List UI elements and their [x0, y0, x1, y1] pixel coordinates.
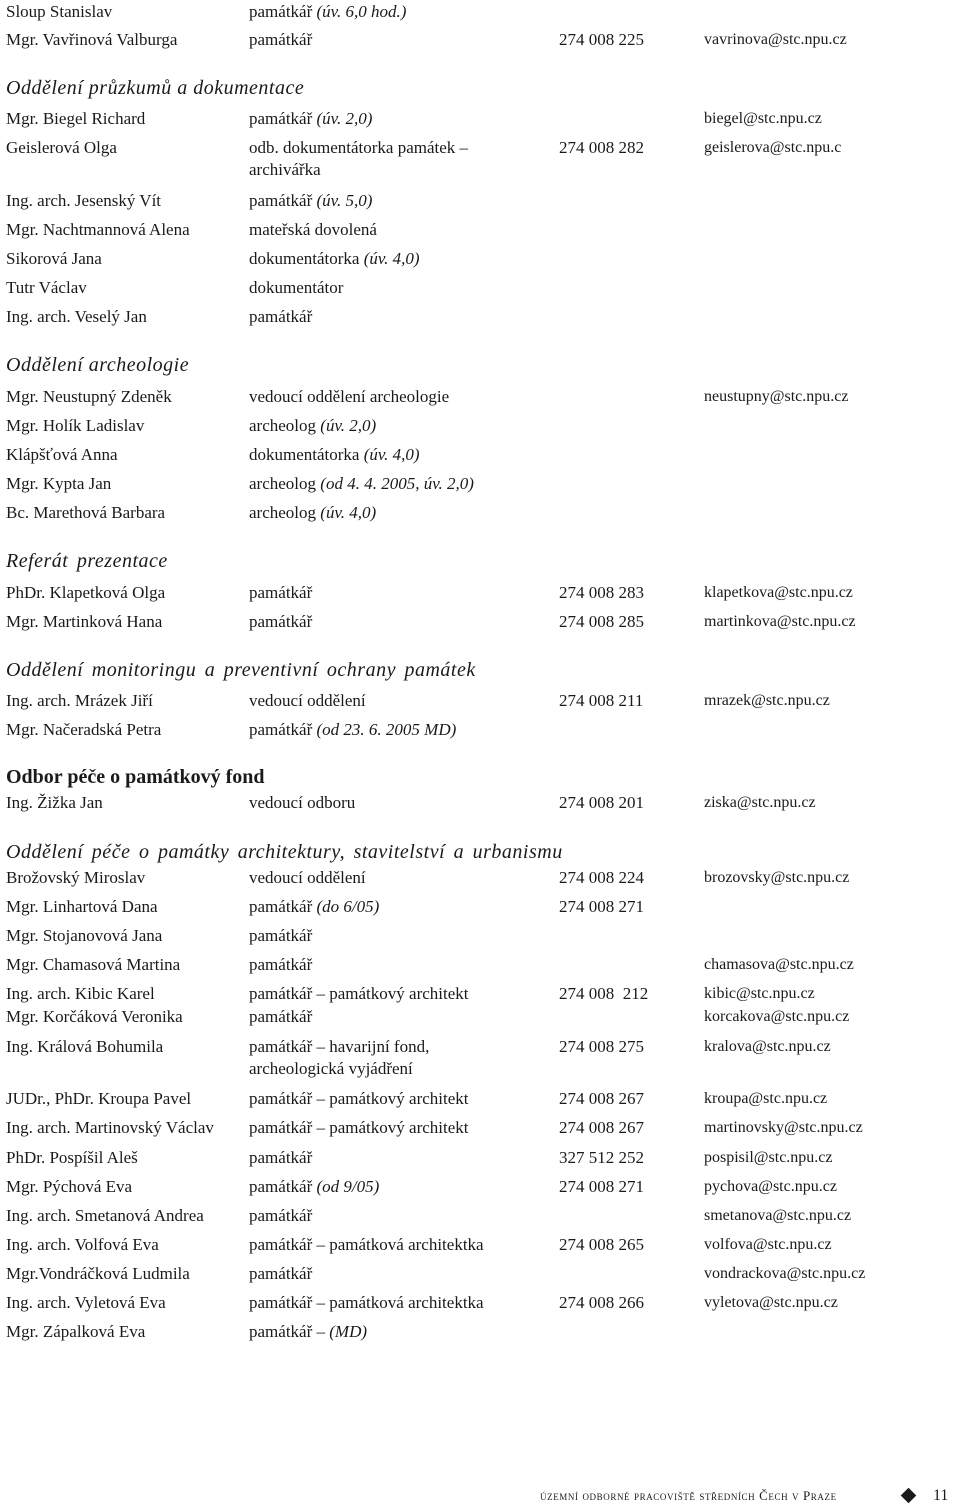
staff-row: [6, 444, 956, 466]
staff-role: památkář: [249, 612, 313, 631]
staff-phone: 274 008 283: [559, 583, 644, 602]
staff-note: (MD): [329, 1322, 368, 1341]
section-heading: Oddělení péče o památky architektury, stavitelství a urbanismu: [6, 841, 563, 863]
staff-role: památkář: [249, 307, 313, 326]
staff-phone: 274 008 267: [559, 1089, 644, 1108]
staff-name: Mgr. Kypta Jan: [6, 474, 112, 493]
staff-role: vedoucí oddělení archeologie: [249, 387, 450, 406]
staff-row: [6, 867, 956, 889]
staff-row: [6, 1234, 956, 1256]
staff-name: Sloup Stanislav: [6, 2, 113, 21]
staff-email[interactable]: kibic@stc.npu.cz: [704, 985, 815, 1002]
staff-name: PhDr. Klapetková Olga: [6, 583, 166, 602]
staff-role: památkář: [249, 1148, 313, 1167]
staff-row: [6, 1, 956, 23]
staff-row: [6, 108, 956, 130]
staff-role: vedoucí oddělení: [249, 868, 366, 887]
staff-phone: 274 008 266: [559, 1293, 644, 1312]
staff-name: Mgr. Stojanovová Jana: [6, 926, 163, 945]
staff-role: památkář: [249, 1264, 313, 1283]
staff-role-continued: archeologická vyjádření: [249, 1059, 413, 1078]
staff-row: [6, 190, 956, 212]
staff-row: [6, 386, 956, 408]
staff-phone: 274 008 265: [559, 1235, 644, 1254]
staff-name: Mgr. Biegel Richard: [6, 109, 146, 128]
staff-name: Mgr. Načeradská Petra: [6, 720, 162, 739]
staff-note: (od 23. 6. 2005 MD): [312, 720, 457, 739]
staff-role: vedoucí odboru: [249, 793, 356, 812]
staff-name: Ing. Králová Bohumila: [6, 1037, 164, 1056]
staff-note: (úv. 2,0): [312, 109, 373, 128]
staff-role: památkář – památková architektka: [249, 1293, 484, 1312]
staff-role-continued: archivářka: [249, 160, 321, 179]
staff-name: Mgr. Korčáková Veronika: [6, 1007, 183, 1026]
staff-email[interactable]: mrazek@stc.npu.cz: [704, 692, 830, 709]
staff-phone: 327 512 252: [559, 1148, 644, 1167]
staff-phone: 274 008 201: [559, 793, 644, 812]
staff-name: Bc. Marethová Barbara: [6, 503, 166, 522]
staff-phone: 274 008 212: [559, 984, 649, 1003]
staff-role: památkář (úv. 6,0 hod.): [249, 2, 407, 21]
staff-email[interactable]: vyletova@stc.npu.cz: [704, 1294, 838, 1311]
staff-row: [6, 1036, 956, 1078]
staff-role: mateřská dovolená: [249, 220, 377, 239]
staff-row: [6, 29, 956, 51]
staff-name: Mgr. Nachtmannová Alena: [6, 220, 190, 239]
staff-row: [6, 611, 956, 633]
staff-role: památkář – havarijní fond,: [249, 1037, 430, 1056]
staff-role: památkář: [249, 30, 313, 49]
staff-role: památkář: [249, 926, 313, 945]
staff-role: vedoucí oddělení: [249, 691, 366, 710]
staff-row: [6, 690, 956, 712]
staff-row: [6, 1292, 956, 1314]
staff-phone: 274 008 271: [559, 1177, 644, 1196]
staff-role: odb. dokumentátorka památek –: [249, 138, 469, 157]
staff-name: Ing. arch. Kibic Karel: [6, 984, 155, 1003]
staff-email[interactable]: ziska@stc.npu.cz: [704, 794, 816, 811]
staff-role: památkář (úv. 2,0): [249, 109, 373, 128]
staff-note: (úv. 5,0): [312, 191, 373, 210]
staff-name: Ing. arch. Mrázek Jiří: [6, 691, 153, 710]
staff-email[interactable]: geislerova@stc.npu.c: [704, 139, 842, 156]
staff-name: Geislerová Olga: [6, 138, 117, 157]
staff-role: archeolog (od 4. 4. 2005, úv. 2,0): [249, 474, 474, 493]
section-heading: Oddělení archeologie: [6, 354, 190, 376]
staff-row: [6, 954, 956, 976]
staff-row: [6, 415, 956, 437]
section-heading: Oddělení monitoringu a preventivní ochrany památek: [6, 659, 476, 681]
staff-name: Mgr. Pýchová Eva: [6, 1177, 133, 1196]
staff-role: památkář: [249, 1206, 313, 1225]
staff-email[interactable]: pychova@stc.npu.cz: [704, 1178, 837, 1195]
staff-phone: 274 008 211: [559, 691, 644, 710]
staff-row: [6, 1088, 956, 1110]
staff-name: Sikorová Jana: [6, 249, 102, 268]
staff-role: dokumentátor: [249, 278, 344, 297]
staff-row: [6, 1006, 956, 1028]
staff-email[interactable]: klapetkova@stc.npu.cz: [704, 584, 853, 601]
staff-name: Mgr. Martinková Hana: [6, 612, 163, 631]
staff-role: památkář: [249, 955, 313, 974]
staff-email[interactable]: vavrinova@stc.npu.cz: [704, 31, 847, 48]
staff-email[interactable]: neustupny@stc.npu.cz: [704, 388, 849, 405]
page-number: 11: [933, 1487, 949, 1504]
staff-name: Ing. arch. Vyletová Eva: [6, 1293, 166, 1312]
staff-name: Ing. arch. Volfová Eva: [6, 1235, 159, 1254]
staff-phone: 274 008 271: [559, 897, 644, 916]
staff-phone: 274 008 267: [559, 1118, 644, 1137]
page-footer: územní odborné pracoviště středních Čech v Praze: [540, 1488, 837, 1503]
staff-role: památkář: [249, 583, 313, 602]
staff-row: [6, 277, 956, 299]
staff-row: [6, 248, 956, 270]
staff-name: Ing. arch. Smetanová Andrea: [6, 1206, 204, 1225]
staff-note: (do 6/05): [312, 897, 380, 916]
staff-name: Brožovský Miroslav: [6, 868, 146, 887]
staff-note: (od 4. 4. 2005, úv. 2,0): [316, 474, 474, 493]
staff-email[interactable]: biegel@stc.npu.cz: [704, 110, 822, 127]
staff-role: památkář – památková architektka: [249, 1235, 484, 1254]
staff-name: Ing. arch. Jesenský Vít: [6, 191, 162, 210]
staff-name: Ing. arch. Martinovský Václav: [6, 1118, 214, 1137]
section-heading: Referát prezentace: [6, 550, 168, 572]
staff-name: Ing. arch. Veselý Jan: [6, 307, 147, 326]
staff-row: [6, 582, 956, 604]
staff-row: [6, 306, 956, 328]
staff-name: Mgr. Zápalková Eva: [6, 1322, 146, 1341]
staff-note: (úv. 4,0): [316, 503, 377, 522]
staff-name: JUDr., PhDr. Kroupa Pavel: [6, 1089, 192, 1108]
staff-role: památkář – (MD): [249, 1322, 368, 1341]
staff-role: památkář (od 23. 6. 2005 MD): [249, 720, 457, 739]
staff-note: (úv. 4,0): [359, 445, 420, 464]
staff-name: Klápšťová Anna: [6, 445, 118, 464]
staff-note: (úv. 6,0 hod.): [312, 2, 407, 21]
staff-email[interactable]: pospisil@stc.npu.cz: [704, 1149, 833, 1166]
staff-email[interactable]: kralova@stc.npu.cz: [704, 1038, 831, 1055]
staff-email[interactable]: martinovsky@stc.npu.cz: [704, 1119, 863, 1136]
staff-row: [6, 925, 956, 947]
staff-email[interactable]: smetanova@stc.npu.cz: [704, 1207, 852, 1224]
staff-row: [6, 983, 956, 1005]
staff-email[interactable]: brozovsky@stc.npu.cz: [704, 869, 850, 886]
staff-email[interactable]: volfova@stc.npu.cz: [704, 1236, 832, 1253]
staff-row: [6, 1321, 956, 1343]
staff-note: (od 9/05): [312, 1177, 380, 1196]
staff-name: Mgr. Linhartová Dana: [6, 897, 158, 916]
staff-email[interactable]: vondrackova@stc.npu.cz: [704, 1265, 866, 1282]
staff-row: [6, 719, 956, 741]
staff-phone: 274 008 275: [559, 1037, 644, 1056]
staff-note: (úv. 2,0): [316, 416, 377, 435]
staff-row: [6, 1205, 956, 1227]
staff-role: památkář (do 6/05): [249, 897, 380, 916]
staff-name: PhDr. Pospíšil Aleš: [6, 1148, 138, 1167]
staff-phone: 274 008 224: [559, 868, 644, 887]
department-heading: Odbor péče o památkový fond: [6, 766, 265, 788]
staff-name: Mgr.Vondráčková Ludmila: [6, 1264, 190, 1283]
staff-role: památkář – památkový architekt: [249, 984, 469, 1003]
staff-role: památkář (úv. 5,0): [249, 191, 373, 210]
staff-email[interactable]: martinkova@stc.npu.cz: [704, 613, 856, 630]
staff-phone: 274 008 282: [559, 138, 644, 157]
staff-email[interactable]: kroupa@stc.npu.cz: [704, 1090, 828, 1107]
staff-name: Mgr. Holík Ladislav: [6, 416, 145, 435]
staff-role: archeolog (úv. 2,0): [249, 416, 377, 435]
staff-note: (úv. 4,0): [359, 249, 420, 268]
diamond-icon: [901, 1488, 917, 1504]
staff-row: [6, 502, 956, 524]
staff-role: dokumentátorka (úv. 4,0): [249, 445, 420, 464]
staff-row: [6, 473, 956, 495]
staff-phone: 274 008 225: [559, 30, 644, 49]
staff-row: [6, 137, 956, 179]
staff-role: památkář – památkový architekt: [249, 1089, 469, 1108]
staff-row: [6, 1176, 956, 1198]
staff-role: památkář: [249, 1007, 313, 1026]
staff-row: [6, 219, 956, 241]
staff-row: [6, 1147, 956, 1169]
staff-row: [6, 1263, 956, 1285]
staff-role: dokumentátorka (úv. 4,0): [249, 249, 420, 268]
staff-name: Mgr. Vavřinová Valburga: [6, 30, 178, 49]
staff-row: [6, 896, 956, 918]
staff-phone: 274 008 285: [559, 612, 644, 631]
staff-row: [6, 1117, 956, 1139]
staff-name: Ing. Žižka Jan: [6, 793, 103, 812]
section-heading: Oddělení průzkumů a dokumentace: [6, 77, 305, 99]
staff-name: Mgr. Neustupný Zdeněk: [6, 387, 172, 406]
staff-role: archeolog (úv. 4,0): [249, 503, 377, 522]
staff-role: památkář – památkový architekt: [249, 1118, 469, 1137]
staff-email[interactable]: chamasova@stc.npu.cz: [704, 956, 854, 973]
staff-role: památkář (od 9/05): [249, 1177, 380, 1196]
staff-name: Tutr Václav: [6, 278, 87, 297]
staff-email[interactable]: korcakova@stc.npu.cz: [704, 1008, 850, 1025]
staff-row: [6, 792, 956, 814]
staff-name: Mgr. Chamasová Martina: [6, 955, 181, 974]
